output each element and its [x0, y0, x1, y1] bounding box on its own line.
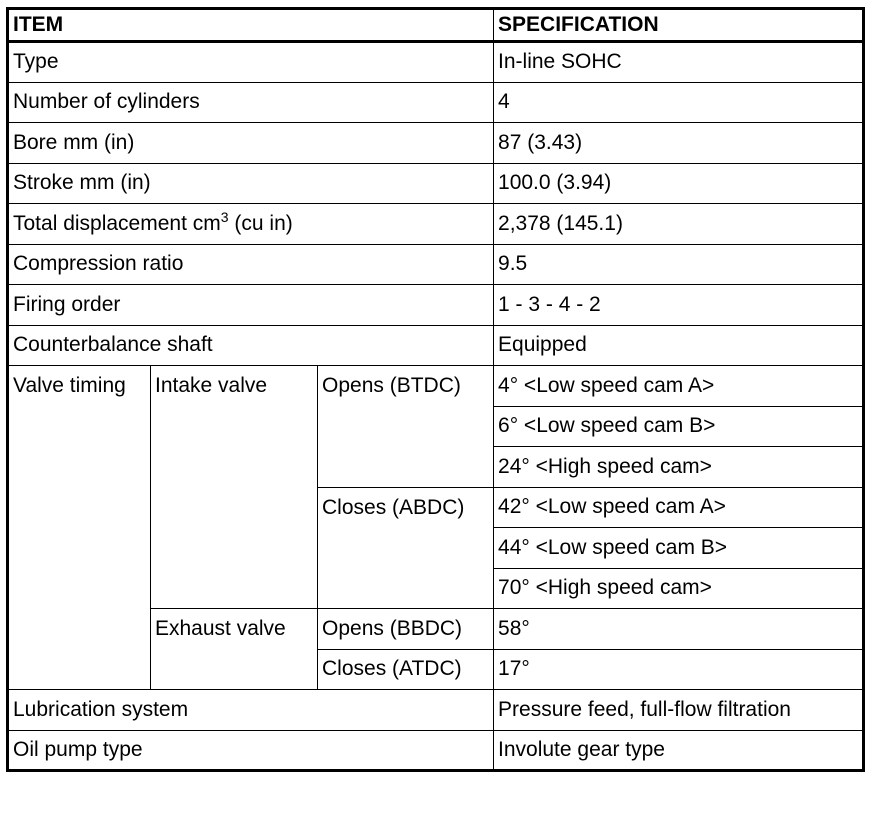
row-spec-displacement: 2,378 (145.1) — [494, 204, 864, 245]
header-row — [8, 9, 864, 42]
intake-closes-value: 44° <Low speed cam B> — [494, 528, 864, 569]
row-item-displacement — [8, 204, 494, 245]
row-item-firing-order: Firing order — [8, 285, 494, 326]
table-row — [8, 366, 864, 407]
row-spec-compression: 9.5 — [494, 244, 864, 285]
intake-closes-value: 42° <Low speed cam A> — [494, 487, 864, 528]
row-item-compression: Compression ratio — [8, 244, 494, 285]
row-item-type: Type — [8, 42, 494, 83]
displacement-unit: (cu in) — [228, 211, 293, 235]
row-item-lubrication: Lubrication system — [8, 690, 494, 731]
row-item-cylinders: Number of cylinders — [8, 82, 494, 123]
table-row — [8, 123, 864, 164]
displacement-superscript: 3 — [220, 208, 229, 225]
row-spec-type: In-line SOHC — [494, 42, 864, 83]
table-row — [8, 204, 864, 245]
table-row — [8, 285, 864, 326]
intake-opens-value: 24° <High speed cam> — [494, 447, 864, 488]
intake-valve-label: Intake valve — [151, 366, 318, 609]
table-row — [8, 42, 864, 83]
intake-closes-label: Closes (ABDC) — [318, 487, 494, 609]
row-item-oil-pump: Oil pump type — [8, 730, 494, 771]
row-spec-oil-pump: Involute gear type — [494, 730, 864, 771]
row-spec-bore: 87 (3.43) — [494, 123, 864, 164]
intake-closes-value: 70° <High speed cam> — [494, 568, 864, 609]
row-item-stroke: Stroke mm (in) — [8, 163, 494, 204]
table-row — [8, 690, 864, 731]
exhaust-opens-value: 58° — [494, 609, 864, 650]
row-spec-lubrication: Pressure feed, full-flow filtration — [494, 690, 864, 731]
row-spec-cylinders: 4 — [494, 82, 864, 123]
table-row — [8, 163, 864, 204]
row-item-counterbalance: Counterbalance shaft — [8, 325, 494, 366]
header-item: ITEM — [8, 9, 494, 42]
header-specification: SPECIFICATION — [494, 9, 864, 42]
table-row — [8, 730, 864, 771]
intake-opens-value: 4° <Low speed cam A> — [494, 366, 864, 407]
row-item-bore: Bore mm (in) — [8, 123, 494, 164]
table-row — [8, 325, 864, 366]
exhaust-closes-value: 17° — [494, 649, 864, 690]
displacement-label: Total displacement cm — [13, 211, 221, 235]
engine-specification-table — [6, 7, 865, 772]
exhaust-opens-label: Opens (BBDC) — [318, 609, 494, 650]
table-row — [8, 244, 864, 285]
row-spec-firing-order: 1 - 3 - 4 - 2 — [494, 285, 864, 326]
intake-opens-value: 6° <Low speed cam B> — [494, 406, 864, 447]
exhaust-closes-label: Closes (ATDC) — [318, 649, 494, 690]
row-spec-counterbalance: Equipped — [494, 325, 864, 366]
exhaust-valve-label: Exhaust valve — [151, 609, 318, 690]
row-spec-stroke: 100.0 (3.94) — [494, 163, 864, 204]
intake-opens-label: Opens (BTDC) — [318, 366, 494, 488]
valve-timing-label: Valve timing — [8, 366, 151, 690]
table-row — [8, 82, 864, 123]
